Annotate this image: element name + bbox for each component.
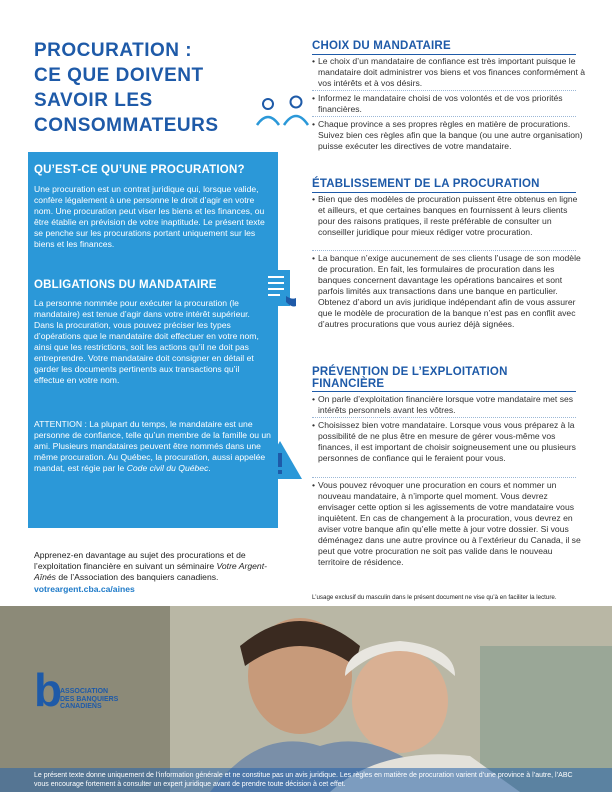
bullet-item: • Vous pouvez révoquer une procuration en cours et nommer un nouveau mandataire, à n’importe quel moment. Vous devrez envisager cette option si les agissements de votre mandataire vous inquiètent. En cas de changement à la procuration, vous devrez en aviser votre banque afin qu’elle mette à jour votre dossier. Si vous déménagez dans une autre province ou à l’extérieur du Canada, il se peut que votre procuration ne soit pas valide dans le nouveau territoire de résidence.	[312, 480, 586, 568]
bullet-separator	[312, 90, 576, 91]
code-civil-title: Code civil du Québec	[126, 463, 209, 473]
seminar-name: Votre Argent-Aînés	[34, 561, 267, 582]
people-icon	[255, 95, 313, 131]
bullet-item: • Choisissez bien votre mandataire. Lorsque vous vous préparez à la possibilité de ne plus être en mesure de gérer vous-même vos finances, il est important de choisir soigneusement une ou plusieurs personnes de confiance qui le feraient pour vous.	[312, 420, 586, 464]
section-heading-etablissement: ÉTABLISSEMENT DE LA PROCURATION	[312, 178, 540, 190]
section-heading-obligations: OBLIGATIONS DU MANDATAIRE	[34, 279, 217, 291]
title-line: CE QUE DOIVENT	[34, 65, 204, 86]
obligations-text: La personne nommée pour exécuter la procuration (le mandataire) est tenue d’agir dans votre intérêt supérieur. Dans la procuration, vous pouvez préciser les types d’opérations que le mandataire doit effectuer en votre nom, ainsi que les restrictions, soit les actions qu’il ne doit pas entreprendre. Votre mandataire doit consigner en détail et garder les documents pertinents aux transactions qu’il effectue en votre nom.	[34, 298, 259, 385]
gender-usage-note: L’usage exclusif du masculin dans le présent document ne vise qu’à en faciliter la lecture.	[312, 594, 557, 601]
section-heading-prevention: PRÉVENTION DE L’EXPLOITATION FINANCIÈRE	[312, 366, 508, 390]
bullet-item: • La banque n’exige aucunement de ses clients l’usage de son modèle de procuration. En fait, les formulaires de procuration dans les banques concernent davantage les opérations bancaires et sont parfois limités aux transactions dans une banque en particulier. Obtenez d’abord un avis juridique indépendant afin de vous assurer que le modèle de procuration de la banque n’est pas en conflit avec d’autres procurations que vous auriez déjà signées.	[312, 253, 586, 330]
heading-rule	[312, 192, 576, 193]
bullet-separator	[312, 417, 576, 418]
document-icon	[262, 266, 298, 312]
section-heading-choix: CHOIX DU MANDATAIRE	[312, 40, 451, 52]
title-line: SAVOIR LES	[34, 90, 153, 111]
bullet-separator	[312, 477, 576, 478]
warning-icon	[256, 438, 304, 482]
bullet-item: • Le choix d’un mandataire de confiance est très important puisque le mandataire doit administrer vos biens et vos finances conformément à vos intérêts et à vos désirs.	[312, 56, 586, 89]
bullet-separator	[312, 250, 576, 251]
left-info-panel	[28, 152, 278, 528]
page-title	[34, 38, 274, 138]
bullet-item: • Chaque province a ses propres règles en matière de procurations. Suivez bien ces règles afin que la banque (ou une autre organisation) puisse exécuter les directives de votre mandataire.	[312, 119, 586, 152]
association-name: ASSOCIATION DES BANQUIERS CANADIENS	[60, 688, 119, 710]
title-line: PROCURATION :	[34, 40, 193, 61]
legal-disclaimer: Le présent texte donne uniquement de l’information générale et ne constitue pas un avis juridique. Les règles en matière de procuration varient d’une province à l’autre, l’ABC vous encourage fortement à consulter un expert juridique avant de prendre toute décision à cet effet.	[34, 772, 573, 788]
attention-text: ATTENTION : La plupart du temps, le mandataire est une personne de confiance, telle qu’un membre de la famille ou un ami. Plusieurs mandataires peuvent être nommés dans une même procuration. Au Québec, la procuration, aussi appelée mandat, est régie par le Code civil du Québec.	[34, 419, 271, 473]
bullet-item: • Bien que des modèles de procuration puissent être obtenus en ligne et ailleurs, et que certaines banques en fournissent à leurs clients pour des raisons pratiques, il reste préférable de consulter un conseiller juridique pour mieux rédiger votre procuration.	[312, 194, 586, 238]
title-line: CONSOMMATEURS	[34, 115, 219, 136]
bullet-separator	[312, 116, 576, 117]
heading-rule	[312, 391, 576, 392]
procuration-definition: Une procuration est un contrat juridique qui, lorsque valide, confère légalement à une personne le droit d’agir en votre nom. Une procuration peut viser les biens et les finances, ou être établie en prévision de votre inaptitude. Le présent texte se penche sur les procurations portant uniquement sur les biens et les finances.	[34, 184, 265, 249]
seminar-promo-text: Apprenez-en davantage au sujet des procurations et de l’exploitation financière en suivant un séminaire Votre Argent-Aînés de l’Association des banquiers canadiens.	[34, 550, 267, 582]
svg-text:b: b	[34, 666, 63, 712]
heading-rule	[312, 54, 576, 55]
seminar-link[interactable]: votreargent.cba.ca/aines	[34, 584, 135, 594]
bullet-item: • Informez le mandataire choisi de vos volontés et de vos priorités financières.	[312, 93, 586, 115]
section-heading-procuration: QU’EST-CE QU’UNE PROCURATION?	[34, 164, 245, 176]
bullet-item: • On parle d’exploitation financière lorsque votre mandataire met ses intérêts personnels avant les vôtres.	[312, 394, 586, 416]
